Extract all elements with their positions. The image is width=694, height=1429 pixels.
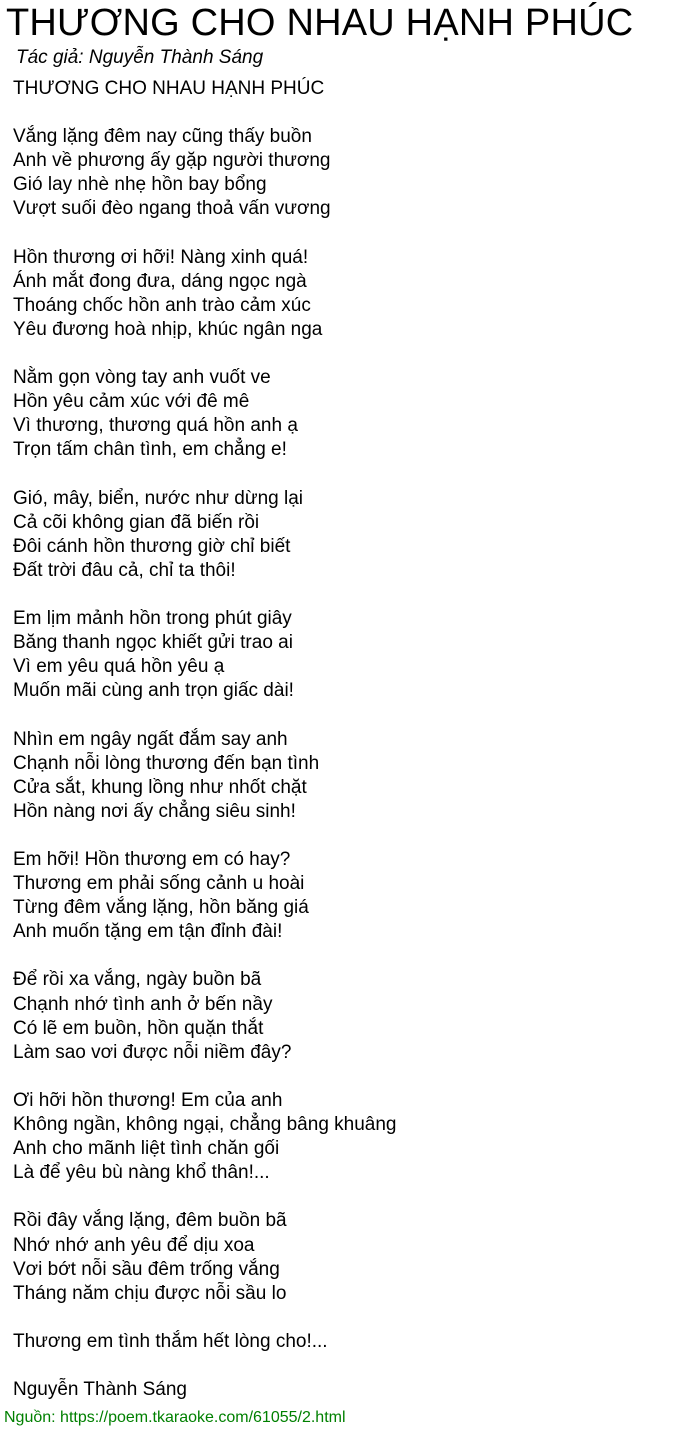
poem-line: Để rồi xa vắng, ngày buồn bã <box>13 969 262 991</box>
poem-line: Đôi cánh hồn thương giờ chỉ biết <box>13 535 291 557</box>
poem-line: Vượt suối đèo ngang thoả vấn vương <box>13 198 331 220</box>
poem-heading: THƯƠNG CHO NHAU HẠNH PHÚC <box>13 78 325 99</box>
poem-line: Anh muốn tặng em tận đỉnh đài! <box>13 921 283 943</box>
stanza <box>13 1209 397 1305</box>
poem-line: Cả cõi không gian đã biến rồi <box>13 511 260 533</box>
poem-line: Có lẽ em buồn, hồn quặn thắt <box>13 1017 264 1039</box>
poem-line: Chạnh nỗi lòng thương đến bạn tình <box>13 752 320 774</box>
poem-line: Nhìn em ngây ngất đắm say anh <box>13 728 288 750</box>
poem-line: Tháng năm chịu được nỗi sầu lo <box>13 1282 287 1304</box>
poem-title: THƯƠNG CHO NHAU HẠNH PHÚC <box>6 2 634 44</box>
stanza <box>13 366 397 462</box>
stanza <box>13 848 397 944</box>
poem-line: Chạnh nhớ tình anh ở bến nầy <box>13 993 273 1015</box>
poem-line: Nằm gọn vòng tay anh vuốt ve <box>13 367 271 389</box>
poem-closing-line: Thương em tình thắm hết lòng cho!... <box>13 1330 328 1352</box>
stanza-gap <box>13 101 397 125</box>
stanza <box>13 1089 397 1185</box>
stanza-gap <box>13 1065 397 1089</box>
poem-line: Ơi hỡi hồn thương! Em của anh <box>13 1089 283 1111</box>
poem-line: Hồn yêu cảm xúc với đê mê <box>13 391 250 413</box>
poem-line: Muốn mãi cùng anh trọn giấc dài! <box>13 680 294 702</box>
stanza <box>13 607 397 703</box>
stanza-gap <box>13 463 397 487</box>
stanza-gap <box>13 342 397 366</box>
stanza-gap <box>13 222 397 246</box>
poem-line: Yêu đương hoà nhịp, khúc ngân nga <box>13 318 323 340</box>
poem-line: Là để yêu bù nàng khổ thân!... <box>13 1162 270 1184</box>
poem-line: Em hỡi! Hồn thương em có hay? <box>13 849 291 870</box>
poem-line: Hồn nàng nơi ấy chẳng siêu sinh! <box>13 800 296 822</box>
poem-line: Hồn thương ơi hỡi! Nàng xinh quá! <box>13 246 309 268</box>
stanza-gap <box>13 1185 397 1209</box>
poem-line: Băng thanh ngọc khiết gửi trao ai <box>13 632 293 654</box>
stanza <box>13 246 397 342</box>
poem-line: Từng đêm vắng lặng, hồn băng giá <box>13 897 309 919</box>
poem-line: Anh về phương ấy gặp người thương <box>13 150 331 172</box>
stanza-gap <box>13 1354 397 1378</box>
poem-line: Thương em phải sống cảnh u hoài <box>13 873 305 895</box>
poem-line: Vì em yêu quá hồn yêu ạ <box>13 656 225 678</box>
stanza <box>13 968 397 1064</box>
stanza-gap <box>13 824 397 848</box>
poem-line: Làm sao vơi được nỗi niềm đây? <box>13 1041 292 1063</box>
poem-line: Không ngần, không ngại, chẳng bâng khuâng <box>13 1114 397 1136</box>
stanza <box>13 728 397 824</box>
stanza <box>13 125 397 221</box>
poem-line: Đất trời đâu cả, chỉ ta thôi! <box>13 559 236 581</box>
stanza-gap <box>13 944 397 968</box>
poem-line: Rồi đây vắng lặng, đêm buồn bã <box>13 1210 287 1232</box>
poem-line: Cửa sắt, khung lồng như nhốt chặt <box>13 776 307 798</box>
stanza <box>13 487 397 583</box>
poem-line: Ánh mắt đong đưa, dáng ngọc ngà <box>13 270 307 292</box>
poem-line: Anh cho mãnh liệt tình chăn gối <box>13 1138 280 1160</box>
stanza-gap <box>13 703 397 727</box>
source-link[interactable]: Nguồn: https://poem.tkaraoke.com/61055/2.html <box>4 1409 346 1426</box>
poem-line: Vì thương, thương quá hồn anh ạ <box>13 415 298 437</box>
poem-line: Vơi bớt nỗi sầu đêm trống vắng <box>13 1258 280 1280</box>
stanza-gap <box>13 583 397 607</box>
poem-line: Em lịm mảnh hồn trong phút giây <box>13 608 292 630</box>
poem-line: Gió, mây, biển, nước như dừng lại <box>13 487 304 509</box>
poem-signature: Nguyễn Thành Sáng <box>13 1379 187 1401</box>
poem-body <box>13 77 397 1402</box>
poem-line: Gió lay nhè nhẹ hồn bay bổng <box>13 174 267 196</box>
poem-line: Nhớ nhớ anh yêu để dịu xoa <box>13 1234 255 1256</box>
poem-line: Trọn tấm chân tình, em chẳng e! <box>13 439 287 461</box>
stanza-gap <box>13 1306 397 1330</box>
author-byline: Tác giả: Nguyễn Thành Sáng <box>16 47 264 68</box>
poem-line: Thoáng chốc hồn anh trào cảm xúc <box>13 294 311 316</box>
poem-line: Vắng lặng đêm nay cũng thấy buồn <box>13 126 312 148</box>
